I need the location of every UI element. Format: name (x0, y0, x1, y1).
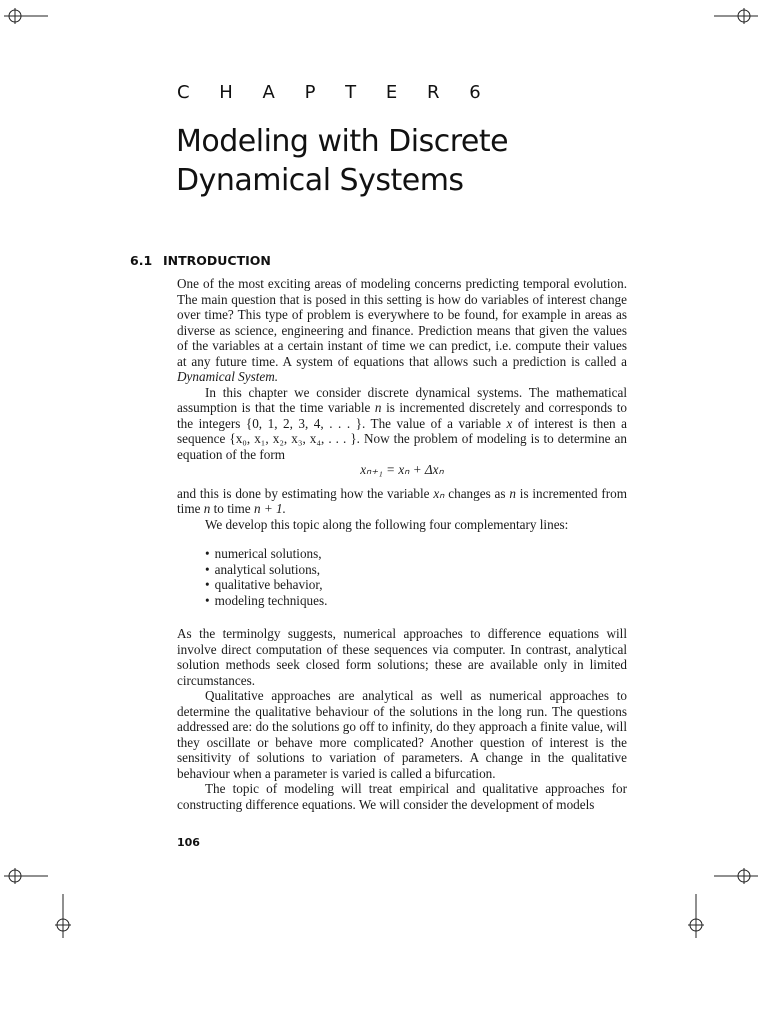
paragraph: As the terminolgy suggests, numerical approaches to difference equations will involve direct computation of these sequences via computer. In contrast, analytical solution methods seek closed form solutions; these are available only in limited circumstances. (177, 626, 627, 688)
registration-mark-icon (712, 0, 752, 36)
paragraph (177, 276, 627, 385)
bullet-list (205, 546, 627, 608)
paragraph: The topic of modeling will treat empirical and qualitative approaches for constructing difference equations. We will consider the development of models (177, 781, 627, 812)
registration-mark-icon (2, 0, 42, 36)
math-variable: n (374, 400, 382, 415)
paragraph-text: One of the most exciting areas of modeling concerns predicting temporal evolution. The main question that is posed in this setting is how do variables of interest change over time? This type of problem is everywhere to be found, for example in areas as diverse as science, engineering and finance. Prediction means that given the values of the variables at a certain instant of time we can predict, i.e. compute their values at any future time. A system of equations that allows such a prediction is called a (177, 276, 627, 369)
math-variable: n (509, 485, 516, 501)
chapter-title-line: Modeling with Discrete (176, 124, 509, 159)
page-number: 106 (177, 836, 200, 849)
section-heading (130, 253, 271, 268)
paragraph: Qualitative approaches are analytical as well as numerical approaches to determine the qualitative behaviour of the solutions in the long run. The questions addressed are: do the solutions go off to infinity, do they approach a finite value, will they oscillate or behave more complicated? Another question of interest is the sensitivity of solutions to variation of parameters. A change in the qualitative behaviour when a parameter is varied is called a bifurcation. (177, 688, 627, 781)
section-number: 6.1 (130, 253, 153, 268)
registration-mark-icon (676, 892, 716, 942)
paragraph (177, 486, 627, 517)
paragraph (177, 385, 627, 463)
defined-term: Dynamical System. (177, 369, 279, 384)
paragraph-text: to time (213, 501, 251, 516)
registration-mark-icon (712, 856, 752, 896)
list-item: • modeling techniques. (205, 593, 627, 609)
display-equation: xₙ₊₁ = xₙ + Δxₙ (360, 462, 444, 477)
math-variable: n (203, 501, 211, 516)
paragraph-text: and this is done by estimating how the variable (177, 485, 430, 501)
list-item: • numerical solutions, (205, 546, 627, 562)
list-item: • analytical solutions, (205, 562, 627, 578)
paragraph-text: is incremented discretely and corresponds to the integers {0, 1, 2, 3, 4, . . . }. The value of a variable (177, 400, 628, 431)
chapter-title (176, 122, 696, 200)
registration-mark-icon (44, 892, 84, 942)
math-variable: n + 1. (253, 501, 286, 516)
paragraph: We develop this topic along the following four complementary lines: (205, 516, 569, 532)
paragraph-text: In this chapter we consider discrete dynamical systems. The mathematical assumption is that the time variable (177, 384, 627, 415)
body-text (177, 276, 627, 812)
math-variable: xₙ (433, 485, 445, 501)
list-item: • qualitative behavior, (205, 577, 627, 593)
paragraph-text: is incremented from time (177, 485, 628, 516)
chapter-label: C H A P T E R 6 (177, 82, 493, 103)
paragraph-text: changes as (448, 485, 506, 501)
registration-mark-icon (2, 856, 42, 896)
paragraph-text: of interest is then a sequence {x₀, x₁, x₂, x₃, x₄, . . . }. Now the problem of modeling is to determine an equation of the form (177, 415, 628, 462)
section-title: INTRODUCTION (163, 253, 271, 268)
math-variable: x (506, 415, 513, 431)
chapter-title-line: Dynamical Systems (176, 163, 464, 198)
